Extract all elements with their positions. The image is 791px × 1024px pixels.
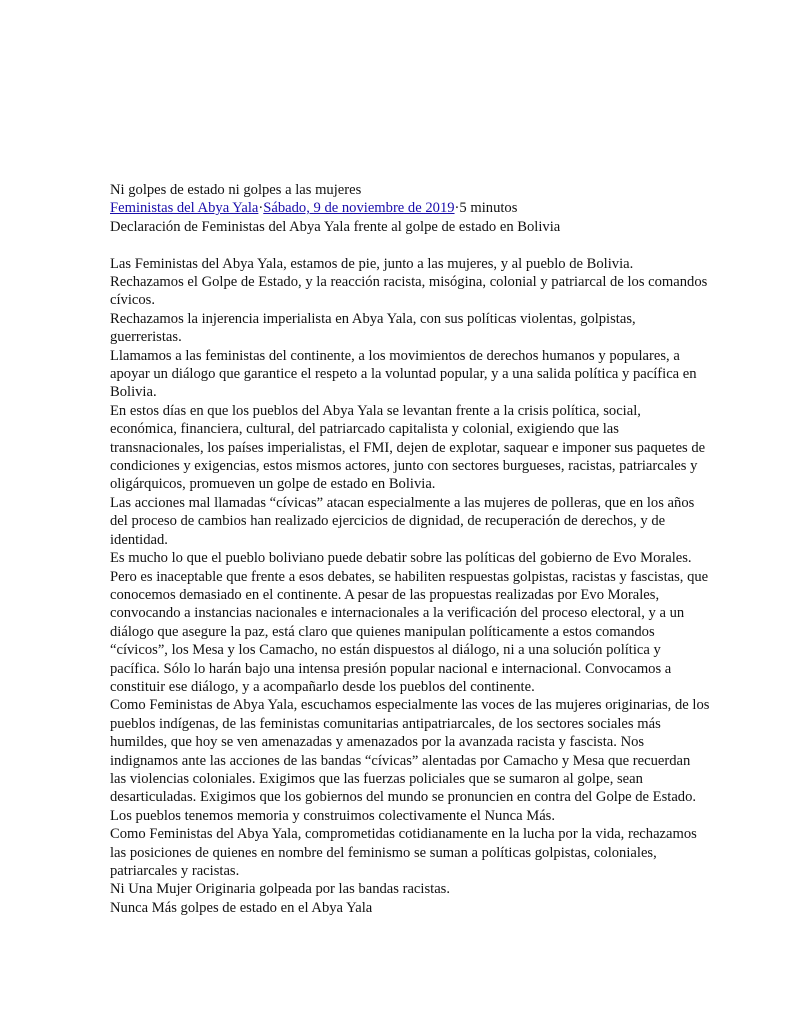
- body-paragraph: Es mucho lo que el pueblo boliviano puede debatir sobre las políticas del gobierno de Evo Morales. Pero es inaceptable que frente a esos debates, se habiliten respuestas golpistas, racistas y fascistas, que conocemos demasiado en el continente. A pesar de las propuestas realizadas por Evo Morales, convocando a instancias nacionales e internacionales a la verificación del proceso electoral, y a un diálogo que asegure la paz, está claro que quienes manipulan políticamente a estos comandos “cívicos”, los Mesa y los Camacho, no están dispuestos al diálogo, ni a una solución política y pacífica. Sólo lo harán bajo una intensa presión popular nacional e internacional. Convocamos a constituir ese diálogo, y a acompañarlo desde los pueblos del continente.: [110, 550, 709, 695]
- body-paragraph: Rechazamos el Golpe de Estado, y la reacción racista, misógina, colonial y patriarcal de los comandos cívicos.: [110, 274, 708, 309]
- body-paragraph: Ni Una Mujer Originaria golpeada por las bandas racistas.: [110, 881, 451, 898]
- body-paragraph: En estos días en que los pueblos del Abya Yala se levantan frente a la crisis política, social, económica, financiera, cultural, del patriarcado capitalista y colonial, exigiendo que las transnacionales, los países imperialistas, el FMI, dejen de explotar, saquear e imponer sus paquetes de condiciones y exigencias, estos mismos actores, junto con sectores burgueses, racistas, patriarcales y oligárquicos, promueven un golpe de estado en Bolivia.: [110, 402, 706, 493]
- byline: [110, 199, 710, 217]
- document-page: [110, 181, 710, 917]
- read-time: 5 minutos: [459, 200, 518, 217]
- body-paragraph: Las acciones mal llamadas “cívicas” atacan especialmente a las mujeres de polleras, que en los años del proceso de cambios han realizado ejercicios de dignidad, de recuperación de derechos, y de identidad.: [110, 494, 695, 548]
- article-subtitle: Declaración de Feministas del Abya Yala frente al golpe de estado en Bolivia: [110, 218, 561, 235]
- body-paragraph: Las Feministas del Abya Yala, estamos de pie, junto a las mujeres, y al pueblo de Bolivia.: [110, 255, 634, 272]
- article-title: Ni golpes de estado ni golpes a las mujeres: [110, 182, 362, 198]
- date-link[interactable]: Sábado, 9 de noviembre de 2019: [263, 200, 455, 217]
- body-paragraph: Como Feministas de Abya Yala, escuchamos especialmente las voces de las mujeres originarias, de los pueblos indígenas, de las feministas comunitarias antipatriarcales, de los sectores sociales más humildes, que hoy se ven amenazadas y amenazados por la avanzada racista y fascista. Nos indignamos ante las acciones de las bandas “cívicas” alentadas por Camacho y Mesa que recuerdan las violencias coloniales. Exigimos que las fuerzas policiales que se sumaron al golpe, sean desarticuladas. Exigimos que los gobiernos del mundo se pronuncien en contra del Golpe de Estado. Los pueblos tenemos memoria y construimos colectivamente el Nunca Más.: [110, 697, 710, 824]
- body-paragraph: Nunca Más golpes de estado en el Abya Yala: [110, 899, 373, 916]
- body-paragraph: Llamamos a las feministas del continente, a los movimientos de derechos humanos y populares, a apoyar un diálogo que garantice el respeto a la voluntad popular, y a una salida política y pacífica en Bolivia.: [110, 347, 697, 401]
- blank-line: [110, 236, 710, 254]
- author-link[interactable]: Feministas del Abya Yala: [110, 200, 259, 217]
- body-paragraph: Rechazamos la injerencia imperialista en Abya Yala, con sus políticas violentas, golpistas, guerreristas.: [110, 310, 636, 346]
- byline-separator: ·: [454, 200, 460, 217]
- body-paragraph: Como Feministas del Abya Yala, comprometidas cotidianamente en la lucha por la vida, rechazamos las posiciones de quienes en nombre del feminismo se suman a políticas golpistas, coloniales, patriarcales y racistas.: [110, 826, 697, 880]
- byline-separator: ·: [258, 200, 264, 217]
